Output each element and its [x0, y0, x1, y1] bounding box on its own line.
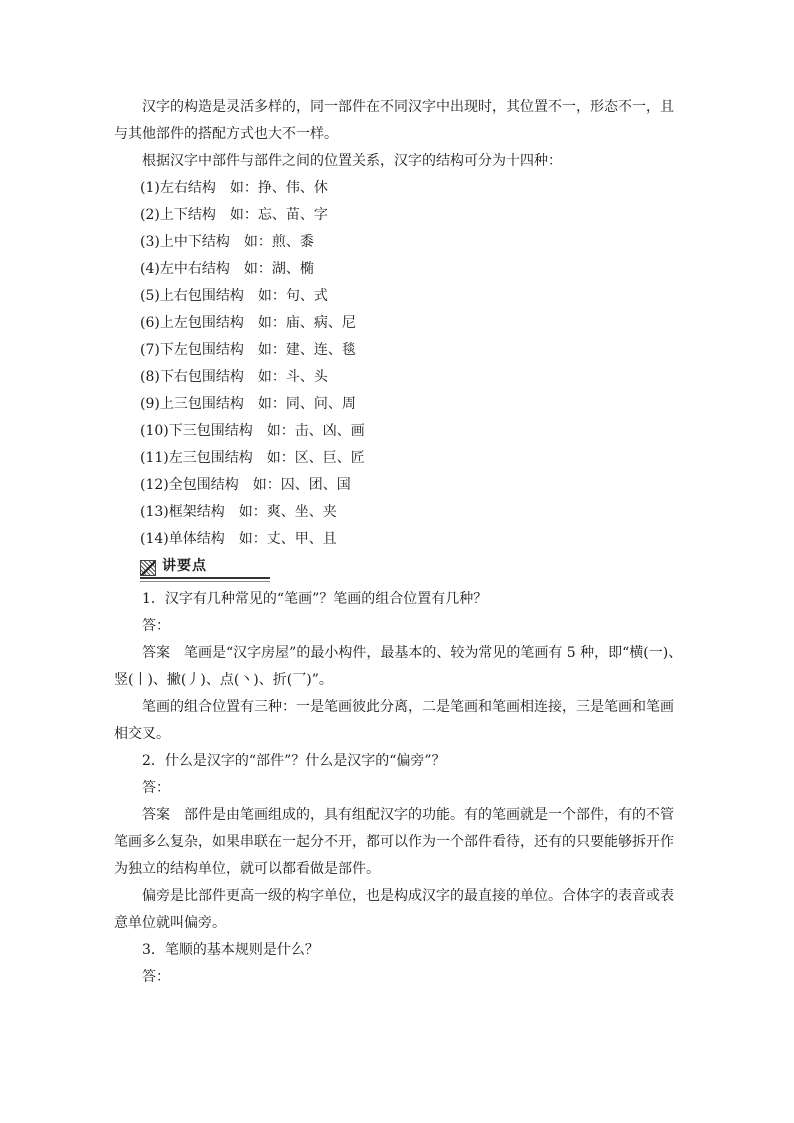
structure-examples: 如：挣、伟、休: [229, 180, 328, 196]
structure-label: (14)单体结构: [140, 531, 225, 547]
structure-examples: 如：庙、病、尼: [257, 315, 356, 331]
structure-list: [114, 175, 684, 553]
structure-examples: 如：忘、苗、字: [229, 207, 328, 223]
section-marker-icon: [140, 560, 156, 576]
answer-2-paragraph-2: 意单位就叫偏旁。: [114, 915, 226, 931]
structure-label: (11)左三包围结构: [140, 450, 253, 466]
structure-list-item: [114, 256, 684, 283]
structure-label: (5)上右包围结构: [140, 288, 244, 304]
answer-1-paragraph-2: 笔画的组合位置有三种：一是笔画彼此分离，二是笔画和笔画相连接，三是笔画和笔画: [142, 699, 674, 715]
section-header: [114, 555, 684, 582]
structure-list-item: [114, 202, 684, 229]
structure-label: (4)左中右结构: [140, 261, 230, 277]
structure-label: (13)框架结构: [140, 504, 225, 520]
intro-paragraph-line: 汉字的构造是灵活多样的，同一部件在不同汉字中出现时，其位置不一，形态不一，且: [142, 99, 674, 115]
structure-label: (2)上下结构: [140, 207, 216, 223]
structure-label: (12)全包围结构: [140, 477, 239, 493]
structure-list-item: [114, 337, 684, 364]
question-3: 3．笔顺的基本规则是什么？: [142, 942, 319, 958]
structure-label: (1)左右结构: [140, 180, 216, 196]
structure-examples: 如：煎、黍: [243, 234, 314, 250]
section-rule-thin: [140, 581, 270, 582]
answer-2-line: 为独立的结构单位，就可以都看做是部件。: [114, 861, 380, 877]
section-rule: [140, 577, 270, 579]
structure-list-item: [114, 499, 684, 526]
answer-prompt: 答：: [142, 969, 170, 985]
structure-list-item: [114, 526, 684, 553]
answer-label: 答案: [142, 807, 170, 823]
structure-examples: 如：斗、头: [257, 369, 328, 385]
document-content: [114, 94, 684, 991]
structure-examples: 如：爽、坐、夹: [238, 504, 337, 520]
answer-label: 答案: [142, 645, 170, 661]
answer-1-text: 笔画是“汉字房屋”的最小构件，最基本的、较为常见的笔画有 5 种，即“横(一)、: [184, 645, 683, 661]
structure-examples: 如：湖、椭: [243, 261, 314, 277]
answer-1-paragraph-2: 相交叉。: [114, 726, 170, 742]
answer-1-line: 竖(丨)、撇(丿)、点(丶)、折(乛)”。: [114, 672, 333, 688]
structure-list-item: [114, 472, 684, 499]
structure-list-item: [114, 418, 684, 445]
structure-list-item: [114, 283, 684, 310]
answer-2-paragraph-2: 偏旁是比部件更高一级的构字单位，也是构成汉字的最直接的单位。合体字的表音或表: [142, 888, 674, 904]
structure-list-item: [114, 364, 684, 391]
structure-list-item: [114, 229, 684, 256]
structure-label: (6)上左包围结构: [140, 315, 244, 331]
structure-examples: 如：句、式: [257, 288, 328, 304]
structure-examples: 如：区、巨、匠: [266, 450, 365, 466]
structure-label: (7)下左包围结构: [140, 342, 244, 358]
structure-list-item: [114, 175, 684, 202]
structure-label: (10)下三包围结构: [140, 423, 253, 439]
answer-2-line: [114, 802, 684, 829]
structure-examples: 如：建、连、毯: [257, 342, 356, 358]
answer-2-text: 部件是由笔画组成的，具有组配汉字的功能。有的笔画就是一个部件，有的不管: [184, 807, 674, 823]
structure-label: (8)下右包围结构: [140, 369, 244, 385]
structure-examples: 如：丈、甲、且: [238, 531, 337, 547]
structure-examples: 如：同、问、周: [257, 396, 356, 412]
section-title: 讲要点: [162, 558, 207, 574]
structure-list-item: [114, 445, 684, 472]
answer-2-line: 笔画多么复杂，如果串联在一起分不开，都可以作为一个部件看待，还有的只要能够拆开作: [114, 834, 674, 850]
answer-prompt: 答：: [142, 618, 170, 634]
structure-label: (3)上中下结构: [140, 234, 230, 250]
structure-list-item: [114, 310, 684, 337]
structure-examples: 如：击、凶、画: [266, 423, 365, 439]
question-2: 2．什么是汉字的“部件”？什么是汉字的“偏旁”？: [142, 753, 446, 769]
answer-prompt: 答：: [142, 780, 170, 796]
intro-paragraph-line: 与其他部件的搭配方式也大不一样。: [114, 126, 338, 142]
answer-1-line: [114, 640, 684, 667]
question-1: 1．汉字有几种常见的“笔画”？笔画的组合位置有几种？: [142, 591, 488, 607]
structure-list-item: [114, 391, 684, 418]
structure-label: (9)上三包围结构: [140, 396, 244, 412]
intro-classification-sentence: 根据汉字中部件与部件之间的位置关系，汉字的结构可分为十四种：: [142, 153, 562, 169]
structure-examples: 如：囚、团、国: [252, 477, 351, 493]
